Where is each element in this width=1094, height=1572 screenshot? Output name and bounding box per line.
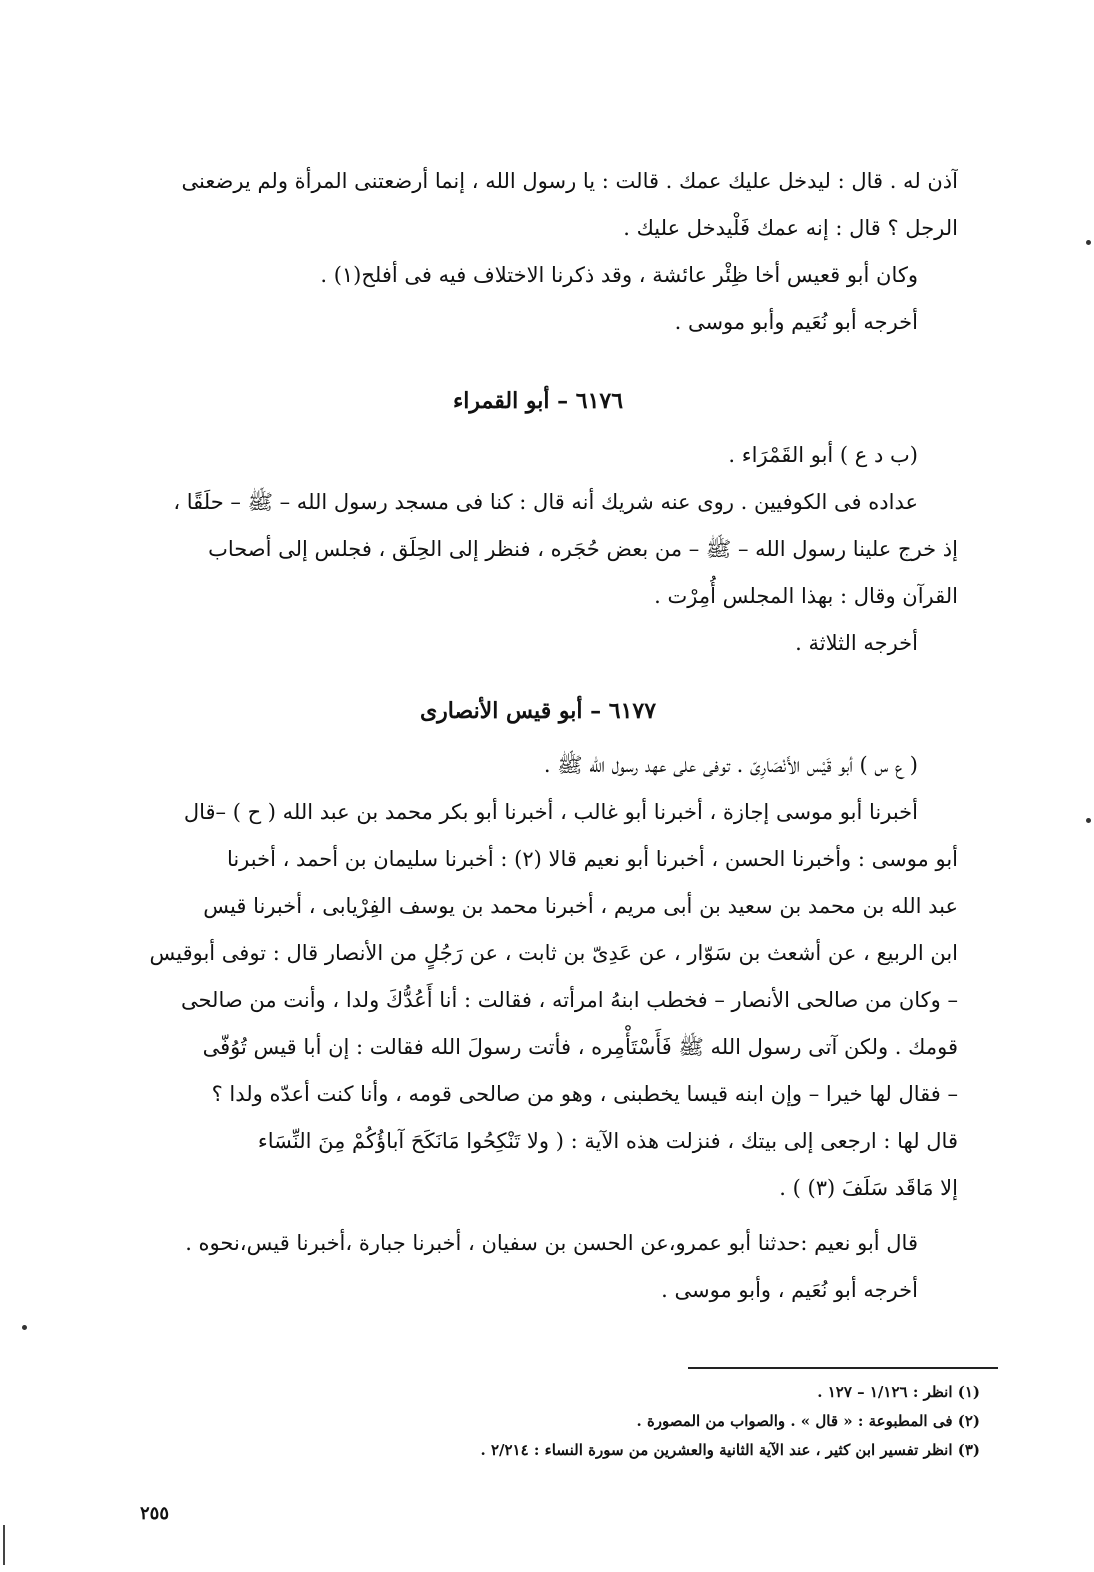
- text-line: عداده فى الكوفيين . روى عنه شريك أنه قال : كنا فى مسجد رسول الله – ﷺ – حلَقًا ،: [173, 490, 918, 514]
- text-line: عبد الله بن محمد بن سعيد بن أبى مريم ، أخبرنا محمد بن يوسف الفِرْيابى ، أخبرنا قيس: [203, 894, 958, 918]
- text-line: إلا مَاقَد سَلَفَ (٣) ) .: [779, 1176, 958, 1200]
- footnote: (٣) انظر تفسير ابن كثير ، عند الآية الثانية والعشرين من سورة النساء : ٢/٢١٤ .: [480, 1441, 980, 1459]
- top-paragraphs: [118, 158, 958, 346]
- text-line: (ب د ع ) أبو القَمْرَاء .: [728, 443, 918, 467]
- text-line: آذن له . قال : ليدخل عليك عمك . قالت : يا رسول الله ، إنما أرضعتنى المرأة ولم يرضعنى: [181, 169, 958, 193]
- footnote-separator: [688, 1367, 998, 1369]
- text-line: أخرجه أبو نُعَيم وأبو موسى .: [674, 310, 918, 334]
- text-line: قال لها : ارجعى إلى بيتك ، فنزلت هذه الآية : ( ولا تَنْكِحُوا مَانَكَحَ آباؤُكُمْ مِنَ النِّسَاء: [257, 1129, 958, 1153]
- text-line: أخبرنا أبو موسى إجازة ، أخبرنا أبو غالب ، أخبرنا أبو بكر محمد بن عبد الله ( ح ) –قال: [183, 800, 918, 824]
- text-line: قال أبو نعيم :حدثنا أبو عمرو،عن الحسن بن سفيان ، أخبرنا جبارة ،أخبرنا قيس،نحوه .: [185, 1231, 918, 1255]
- text-line: – فقال لها خيرا – وإن ابنه قيسا يخطبنى ، وهو من صالحى قومه ، وأنا كنت أعدّه ولدا ؟: [211, 1082, 958, 1106]
- text-line: أخرجه أبو نُعَيم ، وأبو موسى .: [661, 1278, 918, 1302]
- margin-line: [3, 1525, 5, 1565]
- text-line: ( ع س ) أبو قَيْس الأَنْصَارِىّ . توفى على عهد رسول الله ﷺ .: [543, 753, 918, 777]
- page-number: ٢٥٥: [140, 1503, 170, 1524]
- entry-heading-6176: ٦١٧٦ – أبو القمراء: [452, 388, 624, 414]
- text-line: وكان أبو قعيس أخا ظِئْر عائشة ، وقد ذكرنا الاختلاف فيه فى أفلح(١) .: [320, 263, 918, 287]
- text-line: أبو موسى : وأخبرنا الحسن ، أخبرنا أبو نعيم قالا (٢) : أخبرنا سليمان بن أحمد ، أخبرنا: [226, 847, 958, 871]
- text-line: إذ خرج علينا رسول الله – ﷺ – من بعض حُجَره ، فنظر إلى الحِلَق ، فجلس إلى أصحاب: [208, 537, 958, 561]
- text-line: – وكان من صالحى الأنصار – فخطب ابنهُ امرأته ، فقالت : أنا أَعُدُّكَ ولدا ، وأنت من صالحى: [180, 988, 958, 1012]
- text-line: أخرجه الثلاثة .: [795, 631, 918, 655]
- margin-mark: [1086, 818, 1091, 823]
- margin-mark: [22, 1325, 27, 1330]
- footnote: (٢) فى المطبوعة : « قال » . والصواب من المصورة .: [636, 1412, 980, 1430]
- footnote: (١) انظر : ١/١٢٦ – ١٢٧ .: [817, 1383, 980, 1401]
- text-line: قومك . ولكن آتى رسول الله ﷺ فَأَسْتَأْمِره ، فأتت رسولَ الله فقالت : إن أبا قيس تُوُفّى: [202, 1035, 958, 1059]
- entry-heading-6177: ٦١٧٧ – أبو قيس الأنصارى: [419, 698, 657, 724]
- entry-body-6176: [118, 432, 958, 667]
- text-line: ابن الربيع ، عن أشعث بن سَوّار ، عن عَدِىّ بن ثابت ، عن رَجُلٍ من الأنصار قال : توفى أبوقيس: [149, 941, 958, 965]
- text-line: القرآن وقال : بهذا المجلس أُمِرْت .: [654, 584, 958, 608]
- margin-mark: [1086, 240, 1091, 245]
- footnotes: [330, 1378, 980, 1465]
- entry-body-6177: [118, 742, 958, 1314]
- text-line: الرجل ؟ قال : إنه عمك فَلْيدخل عليك .: [623, 216, 958, 240]
